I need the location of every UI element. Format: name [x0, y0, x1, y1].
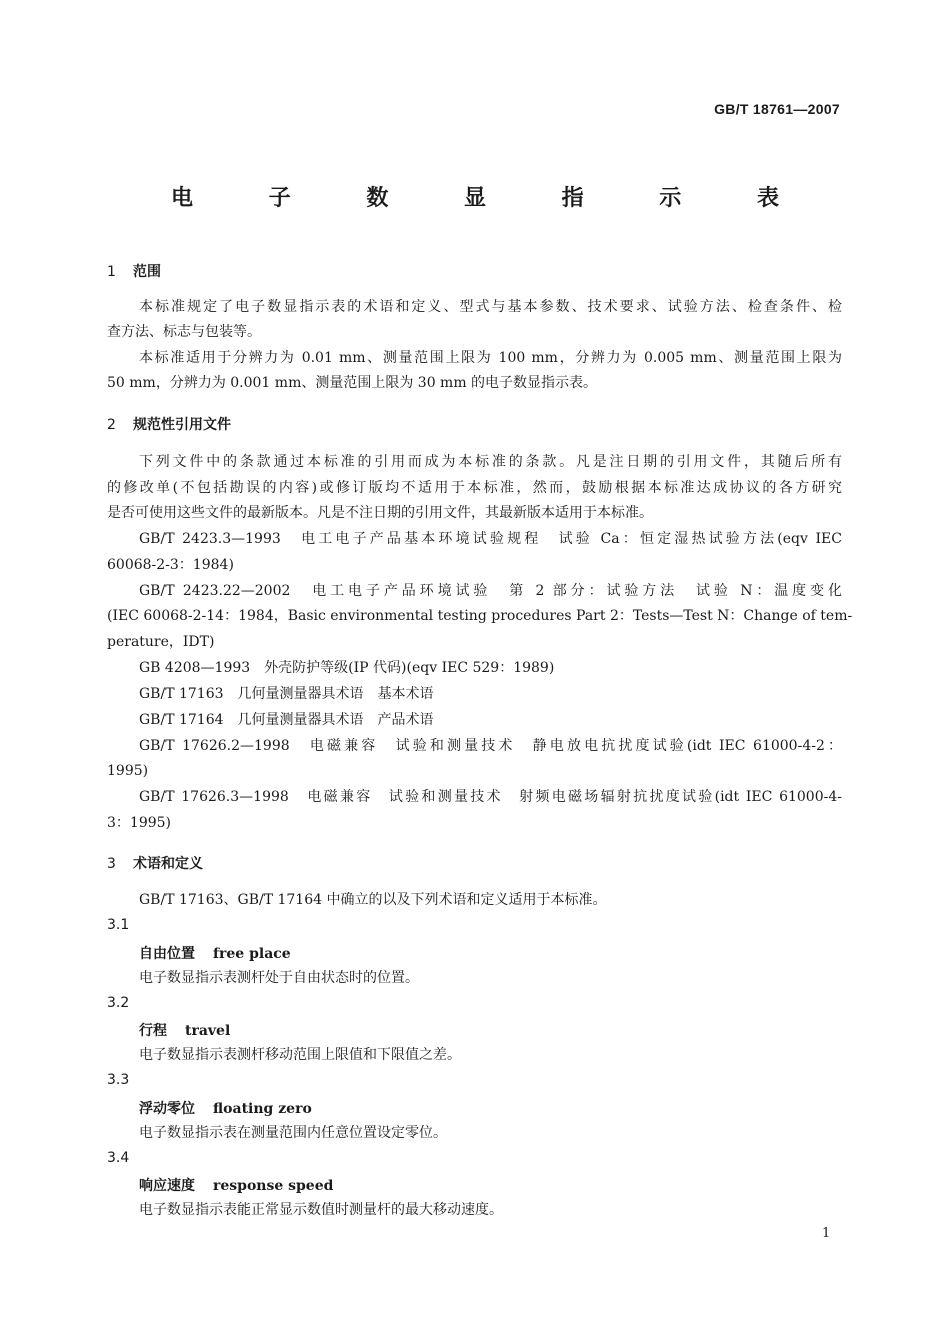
term-heading — [139, 1098, 312, 1118]
term-english: floating zero — [213, 1101, 312, 1117]
term-definition: 电子数显指示表测杆移动范围上限值和下限值之差。 — [139, 1047, 461, 1063]
paragraph-line: 50 mm，分辨力为 0.001 mm、测量范围上限为 30 mm 的电子数显指示表。 — [107, 375, 598, 391]
reference-entry: GB/T 17626.2—1998 电磁兼容 试验和测量技术 静电放电抗扰度试验(idt IEC 61000-4-2： — [139, 738, 842, 754]
term-english: travel — [185, 1023, 231, 1039]
term-definition: 电子数显指示表测杆处于自由状态时的位置。 — [139, 970, 419, 986]
paragraph-line: 本标准适用于分辨力为 0.01 mm、测量范围上限为 100 mm，分辨力为 0.005 mm、测量范围上限为 — [139, 350, 842, 366]
section-number: 2 — [107, 417, 116, 433]
paragraph-line: GB/T 17163、GB/T 17164 中确立的以及下列术语和定义适用于本标准。 — [139, 892, 607, 908]
section-title: 术语和定义 — [133, 856, 203, 872]
section-title: 范围 — [133, 264, 161, 280]
term-chinese: 自由位置 — [139, 946, 195, 962]
term-heading — [139, 1020, 230, 1040]
section-title: 规范性引用文件 — [133, 417, 231, 433]
paragraph-line: 的修改单(不包括勘误的内容)或修订版均不适用于本标准，然而，鼓励根据本标准达成协议的各方研究 — [107, 480, 842, 496]
term-number: 3.3 — [107, 1072, 130, 1088]
section-number: 1 — [107, 264, 116, 280]
reference-entry: GB/T 17626.3—1998 电磁兼容 试验和测量技术 射频电磁场辐射抗扰度试验(idt IEC 61000-4- — [139, 789, 842, 805]
term-chinese: 浮动零位 — [139, 1101, 195, 1117]
paragraph-line: 本标准规定了电子数显指示表的术语和定义、型式与基本参数、技术要求、试验方法、检查条件、检 — [139, 299, 842, 315]
document-title: 电 子 数 显 指 示 表 — [171, 186, 813, 211]
reference-entry-cont: 3：1995) — [107, 815, 171, 831]
term-english: response speed — [213, 1178, 334, 1194]
term-chinese: 行程 — [139, 1023, 167, 1039]
section-1-heading — [107, 261, 161, 281]
reference-entry-cont: 60068-2-3：1984) — [107, 557, 234, 573]
section-3-heading — [107, 853, 203, 873]
reference-entry: GB/T 17164 几何量测量器具术语 产品术语 — [139, 712, 434, 728]
reference-entry-cont: perature，IDT) — [107, 634, 215, 650]
term-definition: 电子数显指示表在测量范围内任意位置设定零位。 — [139, 1125, 447, 1141]
term-definition: 电子数显指示表能正常显示数值时测量杆的最大移动速度。 — [139, 1202, 503, 1218]
term-number: 3.1 — [107, 917, 130, 933]
reference-entry-cont: (IEC 60068-2-14：1984，Basic environmental testing procedures Part 2：Tests—Test N：Change of tem- — [107, 608, 853, 624]
term-heading — [139, 1175, 333, 1195]
term-english: free place — [213, 946, 291, 962]
standard-code: GB/T 18761—2007 — [714, 101, 840, 117]
section-2-heading — [107, 414, 231, 434]
reference-entry: GB 4208—1993 外壳防护等级(IP 代码)(eqv IEC 529：1989) — [139, 660, 555, 676]
paragraph-line: 查方法、标志与包装等。 — [107, 324, 261, 340]
page-number: 1 — [822, 1226, 831, 1241]
paragraph-line: 下列文件中的条款通过本标准的引用而成为本标准的条款。凡是注日期的引用文件，其随后所有 — [139, 454, 842, 470]
reference-entry: GB/T 2423.3—1993 电工电子产品基本环境试验规程 试验 Ca：恒定湿热试验方法(eqv IEC — [139, 531, 842, 547]
term-number: 3.4 — [107, 1150, 130, 1166]
paragraph-line: 是否可使用这些文件的最新版本。凡是不注日期的引用文件，其最新版本适用于本标准。 — [107, 505, 653, 521]
term-chinese: 响应速度 — [139, 1178, 195, 1194]
reference-entry: GB/T 17163 几何量测量器具术语 基本术语 — [139, 686, 434, 702]
reference-entry: GB/T 2423.22—2002 电工电子产品环境试验 第 2 部分：试验方法 试验 N：温度变化 — [139, 583, 842, 599]
term-number: 3.2 — [107, 995, 130, 1011]
reference-entry-cont: 1995) — [107, 763, 149, 779]
term-heading — [139, 943, 291, 963]
section-number: 3 — [107, 856, 116, 872]
